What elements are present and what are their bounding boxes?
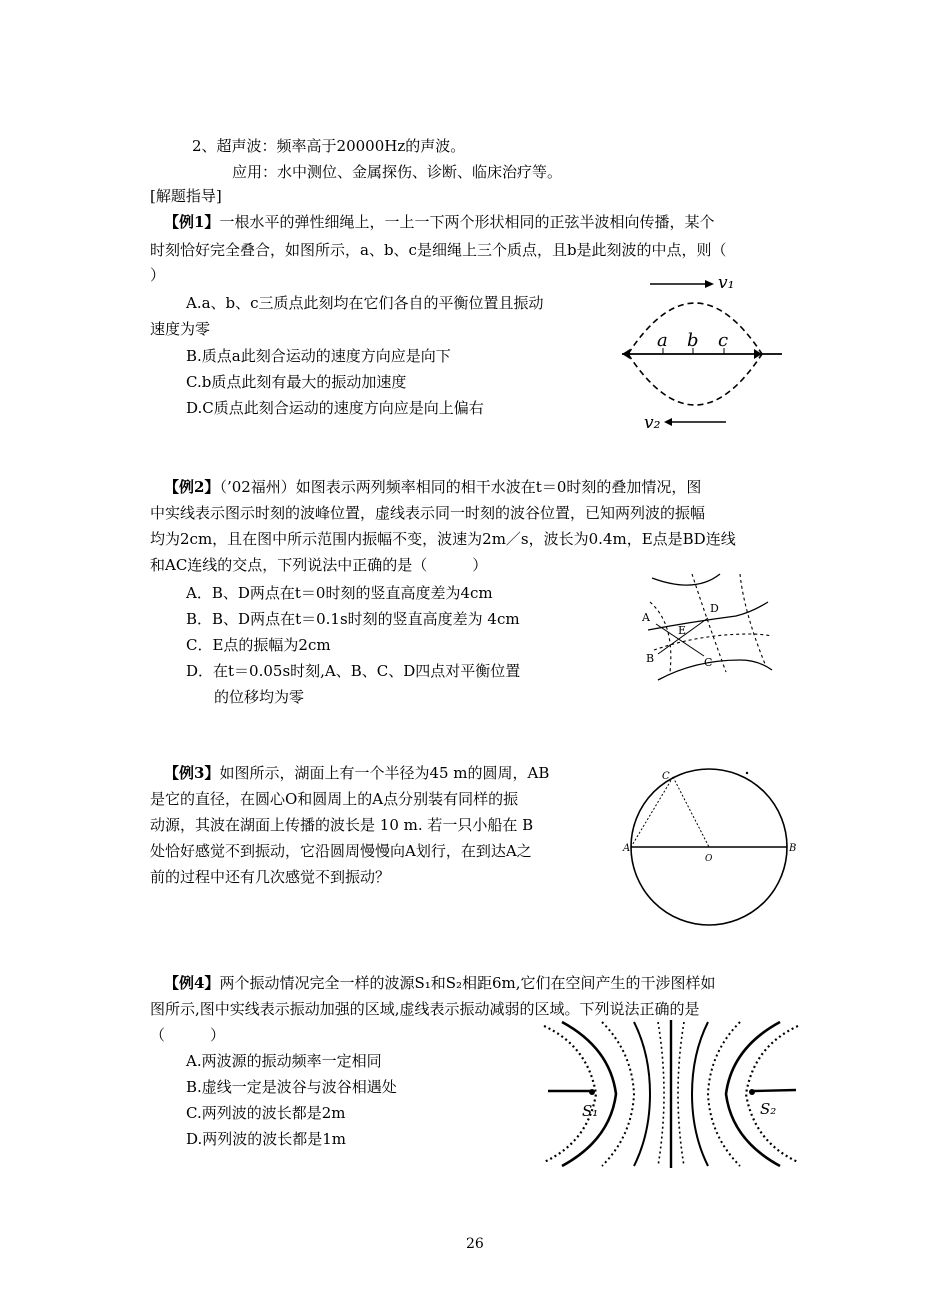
example-3-text-2: 是它的直径，在圆心O和圆周上的A点分别装有同样的振 — [150, 790, 519, 808]
example-1-text-2: 时刻恰好完全叠合，如图所示，a、b、c是细绳上三个质点，且b是此刻波的中点，则（ — [150, 241, 727, 259]
example-4-figure — [540, 1018, 802, 1168]
example-4-text-1: 两个振动情况完全一样的波源S₁和S₂相距6m,它们在空间产生的干涉图样如 — [219, 974, 716, 992]
label-c: c — [718, 330, 729, 351]
example-1-text-3: ） — [150, 266, 166, 284]
example-1-intro — [164, 212, 714, 232]
example-4-text-3: （ ） — [150, 1026, 226, 1044]
example-2-option-c: C．E点的振幅为2cm — [186, 636, 331, 654]
label-C: C — [662, 771, 670, 782]
label-s1: S₁ — [582, 1102, 599, 1120]
example-3-text-3: 动源，其波在湖面上传播的波长是 10 m. 若一只小船在 B — [150, 816, 534, 834]
label-v1: v₁ — [718, 273, 735, 293]
example-2-option-d-cont: 的位移均为零 — [214, 688, 305, 706]
example-2-text-4: 和AC连线的交点，下列说法中正确的是（ ） — [150, 556, 488, 574]
example-3-text-5: 前的过程中还有几次感觉不到振动？ — [150, 868, 391, 886]
ultrasound-definition: 2、超声波：频率高于20000Hz的声波。 — [192, 137, 466, 155]
example-2-text-3: 均为2cm，且在图中所示范围内振幅不变，波速为2m／s，波长为0.4m，E点是BD连线 — [150, 530, 736, 548]
label-A: A — [623, 843, 631, 854]
label-a: a — [657, 330, 668, 351]
example-2-intro — [164, 477, 701, 497]
example-3-text-1: 如图所示，湖面上有一个半径为45 m的圆周，AB — [219, 764, 550, 782]
example-1-figure — [610, 270, 790, 435]
example-3-intro — [164, 763, 549, 783]
label-v2: v₂ — [644, 413, 661, 433]
example-4-option-c: C.两列波的波长都是2m — [186, 1104, 346, 1122]
label-C: C — [704, 656, 713, 669]
example-1-option-b: B.质点a此刻合运动的速度方向应是向下 — [186, 347, 451, 365]
example-2-option-b: B．B、D两点在t＝0.1s时刻的竖直高度差为 4cm — [186, 610, 520, 628]
label-B: B — [646, 652, 655, 665]
example-3-tag: 【例3】 — [164, 764, 220, 782]
section-heading: [解题指导] — [150, 187, 222, 205]
example-1-option-d: D.C质点此刻合运动的速度方向应是向上偏右 — [186, 399, 484, 417]
label-A: A — [642, 611, 650, 624]
page-number: 26 — [466, 1236, 484, 1252]
example-1-tag: 【例1】 — [164, 213, 220, 231]
example-2-option-d: D．在t＝0.05s时刻,A、B、C、D四点对平衡位置 — [186, 662, 521, 680]
example-1-option-c: C.b质点此刻有最大的振动加速度 — [186, 373, 407, 391]
label-B: B — [789, 843, 797, 854]
example-4-option-b: B.虚线一定是波谷与波谷相遇处 — [186, 1078, 397, 1096]
label-D: D — [710, 602, 719, 615]
example-2-option-a: A．B、D两点在t＝0时刻的竖直高度差为4cm — [186, 584, 493, 602]
example-4-option-d: D.两列波的波长都是1m — [186, 1130, 347, 1148]
label-b: b — [687, 330, 699, 351]
label-O: O — [705, 854, 713, 864]
example-2-text-1: （’02福州）如图表示两列频率相同的相干水波在t＝0时刻的叠加情况，图 — [219, 478, 702, 496]
example-2-text-2: 中实线表示图示时刻的波峰位置，虚线表示同一时刻的波谷位置，已知两列波的振幅 — [150, 504, 706, 522]
example-2-tag: 【例2】 — [164, 478, 220, 496]
example-1-text-1: 一根水平的弹性细绳上，一上一下两个形状相同的正弦半波相向传播，某个 — [219, 213, 715, 231]
label-E: E — [678, 624, 687, 637]
example-3-text-4: 处恰好感觉不到振动，它沿圆周慢慢向A划行，在到达A之 — [150, 842, 532, 860]
example-4-text-2: 图所示,图中实线表示振动加强的区域,虚线表示振动减弱的区域。下列说法正确的是 — [150, 1000, 700, 1018]
example-2-figure — [640, 572, 775, 682]
example-4-option-a: A.两波源的振动频率一定相同 — [186, 1052, 382, 1070]
example-1-option-a: A.a、b、c三质点此刻均在它们各自的平衡位置且振动 — [186, 294, 544, 312]
example-4-intro — [164, 973, 716, 993]
label-s2: S₂ — [760, 1100, 777, 1118]
example-1-option-a-cont: 速度为零 — [150, 320, 211, 338]
example-3-figure — [615, 765, 800, 930]
example-4-tag: 【例4】 — [164, 974, 220, 992]
ultrasound-applications: 应用：水中测位、金属探伤、诊断、临床治疗等。 — [232, 163, 563, 181]
